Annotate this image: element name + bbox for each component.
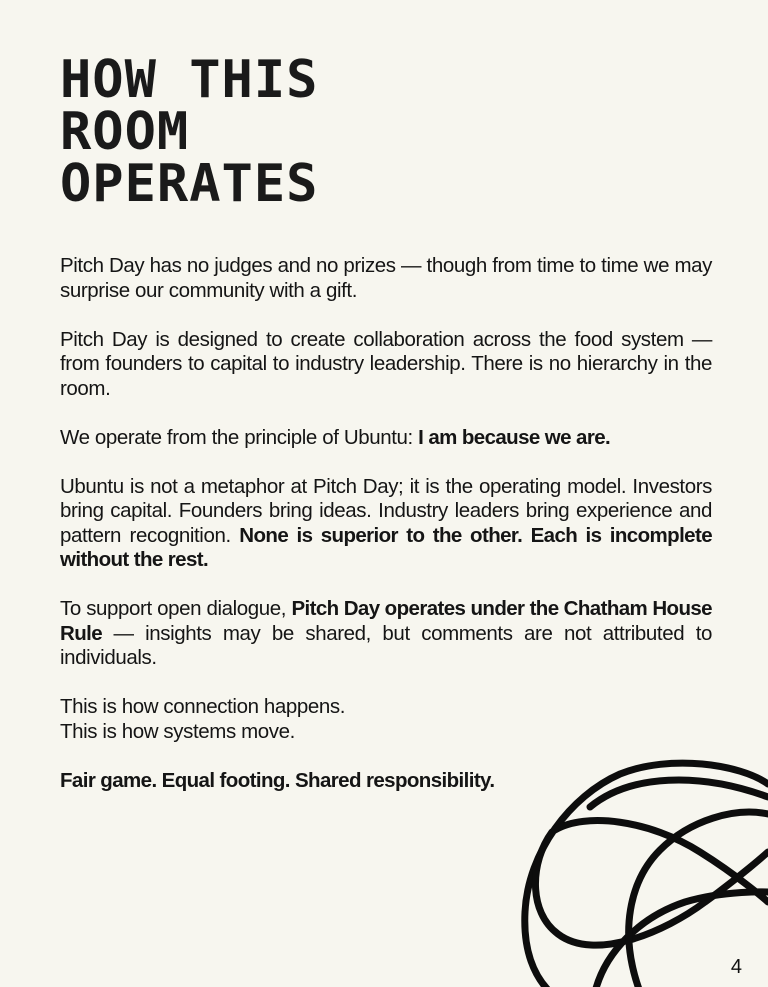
connection-line-2: This is how systems move.	[60, 719, 295, 743]
chatham-house-lead: To support open dialogue,	[60, 597, 292, 620]
paragraph-no-judges: Pitch Day has no judges and no prizes — though from time to time we may surprise our community with a gift.	[60, 254, 712, 302]
paragraph-ubuntu-principle	[60, 426, 712, 451]
body-text	[60, 254, 712, 818]
chatham-house-emphasis: Pitch Day operates under the Chatham House Rule	[60, 597, 712, 645]
operating-model-emphasis: None is superior to the other. Each is incomplete without the rest.	[60, 523, 712, 571]
closing-statement: Fair game. Equal footing. Shared responsibility.	[60, 768, 495, 792]
page-title	[60, 50, 319, 214]
ubuntu-principle-quote: I am because we are.	[418, 425, 611, 449]
title-line-2: ROOM	[60, 102, 190, 162]
paragraph-connection	[60, 695, 712, 744]
page-number: 4	[730, 956, 742, 978]
paragraph-operating-model	[60, 475, 712, 573]
interlocking-loops-icon	[500, 752, 768, 987]
lower-loop	[595, 892, 768, 987]
operating-model-lead: Ubuntu is not a metaphor at Pitch Day; it is the operating model. Investors bring capital. Founders bring ideas. Industry leaders bring experience and pattern recognition.	[60, 474, 712, 547]
ubuntu-principle-lead: We operate from the principle of Ubuntu:	[60, 425, 419, 449]
paragraph-chatham-house	[60, 597, 712, 671]
chatham-house-tail: — insights may be shared, but comments are not attributed to individuals.	[60, 621, 712, 669]
connection-line-1: This is how connection happens.	[60, 695, 346, 718]
title-line-1: HOW THIS	[60, 50, 319, 110]
title-line-3: OPERATES	[60, 154, 319, 214]
left-loop	[535, 832, 768, 945]
top-arc	[590, 780, 768, 807]
paragraph-collaboration: Pitch Day is designed to create collaboration across the food system — from founders to capital to industry leadership. There is no hierarchy in the room.	[60, 327, 712, 400]
